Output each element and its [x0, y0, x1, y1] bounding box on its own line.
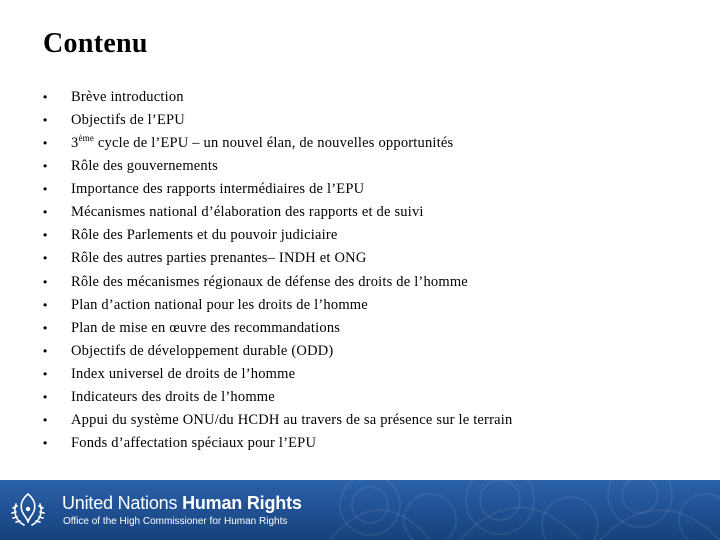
bullet-text-prefix: 3 [71, 135, 79, 152]
bullet-text: Index universel de droits de l’homme [71, 365, 296, 382]
bullet-text: Brève introduction [71, 89, 184, 105]
bullet-text [71, 132, 453, 155]
bullet-dot: • [43, 159, 48, 174]
bullet-text: Importance des rapports intermédiaires de l’EPU [71, 181, 365, 198]
list-item [0, 224, 720, 247]
list-item [0, 109, 720, 132]
bullet-dot: • [43, 274, 48, 289]
list-item [0, 432, 720, 455]
bullet-dot: • [43, 205, 48, 220]
bullet-list [0, 86, 720, 455]
list-item [0, 271, 720, 294]
bullet-text-superscript: ème [78, 133, 95, 144]
bullet-dot: • [43, 366, 48, 381]
bullet-text: Rôle des gouvernements [71, 158, 218, 175]
list-item [0, 132, 720, 155]
bullet-text: Indicateurs des droits de l’homme [71, 388, 275, 405]
bullet-text: Mécanismes national d’élaboration des rapports et de suivi [71, 204, 424, 221]
list-item [0, 386, 720, 409]
list-item [0, 247, 720, 270]
bullet-dot: • [43, 412, 48, 427]
list-item [0, 409, 720, 432]
list-item [0, 178, 720, 201]
un-human-rights-logo-icon [8, 490, 48, 530]
bullet-dot: • [43, 136, 48, 151]
bullet-dot: • [43, 435, 48, 450]
bullet-text: Fonds d’affectation spéciaux pour l’EPU [71, 434, 317, 451]
footer-subtitle: Office of the High Commissioner for Human Rights [63, 516, 288, 527]
bullet-dot: • [43, 343, 48, 358]
list-item [0, 86, 720, 109]
bullet-dot: • [43, 297, 48, 312]
list-item [0, 317, 720, 340]
footer-org-name [62, 493, 302, 514]
bullet-text: Rôle des Parlements et du pouvoir judiciaire [71, 227, 338, 244]
bullet-text-rest: cycle de l’EPU – un nouvel élan, de nouvelles opportunités [94, 135, 454, 152]
bullet-text: Plan de mise en œuvre des recommandations [71, 319, 341, 336]
bullet-text: Objectifs de développement durable (ODD) [71, 342, 334, 359]
bullet-dot: • [43, 182, 48, 197]
bullet-text: Appui du système ONU/du HCDH au travers de sa présence sur le terrain [71, 411, 513, 428]
bullet-dot: • [43, 113, 48, 128]
list-item [0, 340, 720, 363]
footer-banner [0, 480, 720, 540]
footer-org-name-bold: Human Rights [182, 493, 302, 513]
footer-org-name-regular: United Nations [62, 493, 183, 513]
bullet-text: Objectifs de l’EPU [71, 112, 185, 129]
bullet-dot: • [43, 228, 48, 243]
bullet-text: Rôle des mécanismes régionaux de défense des droits de l’homme [71, 273, 468, 290]
bullet-dot: • [43, 90, 48, 104]
list-item [0, 363, 720, 386]
slide-title: Contenu [43, 28, 148, 59]
list-item [0, 155, 720, 178]
list-item [0, 201, 720, 224]
bullet-text: Rôle des autres parties prenantes– INDH et ONG [71, 250, 367, 267]
list-item [0, 294, 720, 317]
bullet-dot: • [43, 389, 48, 404]
bullet-dot: • [43, 320, 48, 335]
bullet-text: Plan d’action national pour les droits de l’homme [71, 296, 368, 313]
bullet-dot: • [43, 251, 48, 266]
